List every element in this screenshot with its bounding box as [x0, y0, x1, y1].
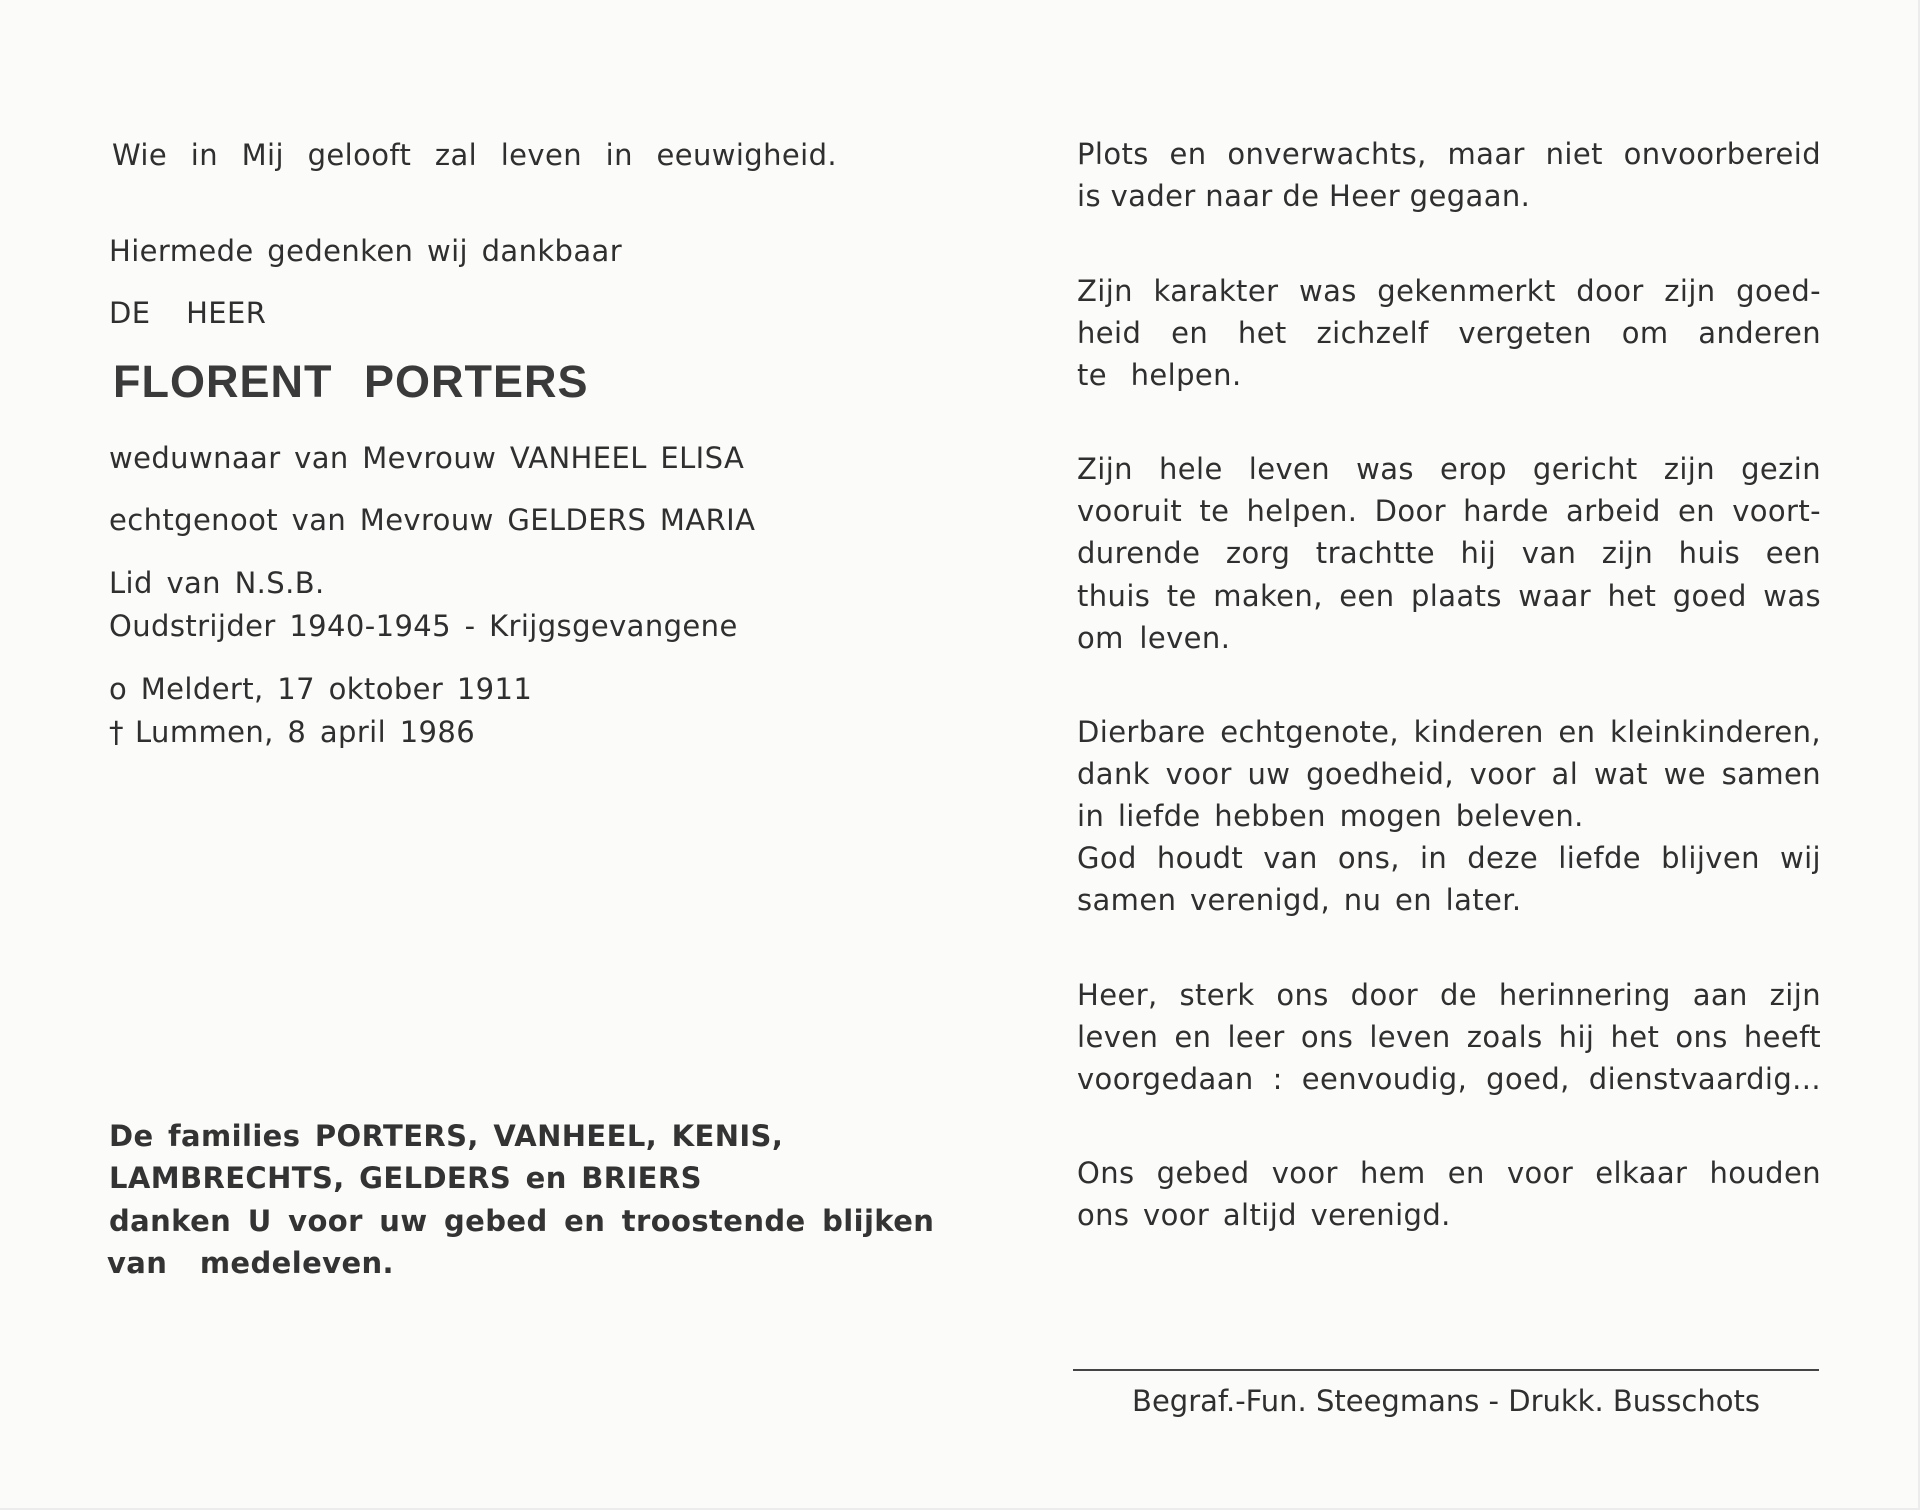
death-text: Lummen, 8 april 1986	[135, 715, 476, 749]
widower-line: weduwnaar van Mevrouw VANHEEL ELISA	[109, 441, 745, 475]
thanks-line-1: De families PORTERS, VANHEEL, KENIS,	[109, 1119, 784, 1153]
paragraph-4-line-2: dank voor uw goedheid, voor al wat we samen	[1077, 757, 1821, 791]
paragraph-2-line-3: te helpen.	[1077, 358, 1242, 392]
paragraph-3-line-5: om leven.	[1077, 621, 1231, 655]
thanks-line-2: LAMBRECHTS, GELDERS en BRIERS	[109, 1161, 702, 1195]
footer-divider	[1073, 1369, 1819, 1371]
paragraph-6-line-1: Ons gebed voor hem en voor elkaar houden	[1077, 1156, 1821, 1190]
bible-verse: Wie in Mij gelooft zal leven in eeuwigheid.	[112, 138, 838, 172]
paragraph-5-line-1: Heer, sterk ons door de herinnering aan zijn	[1077, 978, 1821, 1012]
paragraph-1-line-2: is vader naar de Heer gegaan.	[1077, 179, 1531, 213]
honorific-title: DE HEER	[109, 296, 267, 330]
paragraph-4-line-5: samen verenigd, nu en later.	[1077, 883, 1522, 917]
birth-line: o Meldert, 17 oktober 1911	[109, 672, 533, 706]
paragraph-3-line-2: vooruit te helpen. Door harde arbeid en voort-	[1077, 494, 1821, 528]
thanks-line-3: danken U voor uw gebed en troostende blijken	[109, 1204, 935, 1238]
paragraph-5-line-2: leven en leer ons leven zoals hij het ons heeft	[1077, 1020, 1821, 1054]
paragraph-6-line-2: ons voor altijd verenigd.	[1077, 1198, 1451, 1232]
veteran-line: Oudstrijder 1940-1945 - Krijgsgevangene	[109, 609, 738, 643]
paragraph-4-line-3: in liefde hebben mogen beleven.	[1077, 799, 1584, 833]
deceased-name: FLORENT PORTERS	[113, 356, 589, 407]
paragraph-5-line-3: voorgedaan : eenvoudig, goed, dienstvaardig...	[1077, 1062, 1821, 1096]
paragraph-3-line-3: durende zorg trachtte hij van zijn huis een	[1077, 536, 1821, 570]
intro-text: Hiermede gedenken wij dankbaar	[109, 234, 623, 268]
membership-line: Lid van N.S.B.	[109, 566, 325, 600]
paragraph-2-line-2: heid en het zichzelf vergeten om anderen	[1077, 316, 1821, 350]
paragraph-3-line-1: Zijn hele leven was erop gericht zijn gezin	[1077, 452, 1821, 486]
paragraph-2-line-1: Zijn karakter was gekenmerkt door zijn goed-	[1077, 274, 1821, 308]
printer-credit: Begraf.-Fun. Steegmans - Drukk. Busschots	[1132, 1384, 1760, 1418]
death-line	[109, 711, 475, 753]
paragraph-1-line-1: Plots en onverwachts, maar niet onvoorbereid	[1077, 137, 1821, 171]
thanks-line-4: van medeleven.	[107, 1246, 394, 1280]
spouse-line: echtgenoot van Mevrouw GELDERS MARIA	[109, 503, 756, 537]
paragraph-4-line-1: Dierbare echtgenote, kinderen en kleinkinderen,	[1077, 715, 1821, 749]
cross-icon: †	[109, 715, 124, 749]
paragraph-4-line-4: God houdt van ons, in deze liefde blijven wij	[1077, 841, 1821, 875]
paragraph-3-line-4: thuis te maken, een plaats waar het goed was	[1077, 579, 1821, 613]
